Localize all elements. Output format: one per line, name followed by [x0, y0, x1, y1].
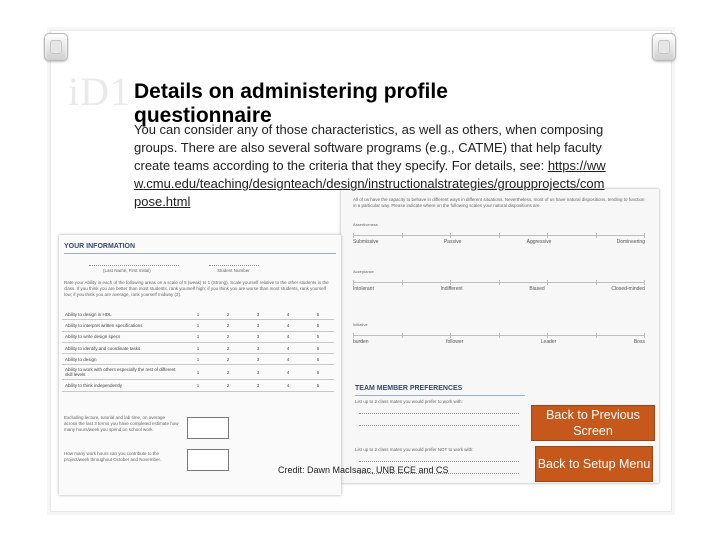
- scale-name: Acceptance: [353, 269, 374, 274]
- rating-cell[interactable]: 5: [316, 311, 320, 317]
- rating-cell[interactable]: 1: [196, 311, 200, 317]
- rating-cell[interactable]: 3: [256, 383, 260, 389]
- row-label: Ability to identify and coordinate tasks: [65, 345, 141, 351]
- scale-point: Submissive: [353, 239, 379, 245]
- acceptance-scale: [353, 269, 645, 292]
- rating-cell[interactable]: 2: [226, 345, 230, 351]
- rating-cell[interactable]: 3: [256, 356, 260, 362]
- scale-point: Domineering: [616, 239, 645, 245]
- rating-instructions: Rate your Ability in each of the following areas on a scale of 5 (weak) to 1 (Strong). Scale yourself relative to the other students in the class. If you think you are better than most students, rank yourself high; if you think you are worse than most students, rank yourself low; if you think you are average, rank yourself midway (3).: [64, 280, 329, 297]
- rating-cell[interactable]: 5: [316, 345, 320, 351]
- rating-cell[interactable]: 4: [286, 356, 290, 362]
- rating-cell[interactable]: 5: [316, 334, 320, 340]
- hours-prompt: Excluding lecture, tutorial and lab time, on average across the last 3 terms you have completed estimate how many hours/week you spend on school work.: [64, 415, 179, 432]
- rating-cell[interactable]: 5: [316, 383, 320, 389]
- rating-cell[interactable]: 4: [286, 345, 290, 351]
- scale-point: follower: [446, 339, 464, 345]
- table-row: [62, 320, 334, 331]
- prefer-prompt: List up to 2 class mates you would prefer to work with:: [355, 399, 463, 404]
- scale-point: Passive: [443, 239, 462, 245]
- ability-table: [62, 309, 334, 392]
- table-row: [62, 309, 334, 320]
- row-label: Ability to interpret written specifications: [65, 322, 143, 328]
- row-label: Ability to design: [65, 356, 97, 362]
- table-row: [62, 332, 334, 343]
- rating-cell[interactable]: 3: [256, 322, 260, 328]
- back-to-setup-menu-button[interactable]: Back to Setup Menu: [535, 446, 653, 482]
- rating-cell[interactable]: 2: [226, 383, 230, 389]
- project-hours-input-box[interactable]: [187, 449, 229, 471]
- rating-cell[interactable]: 1: [196, 356, 200, 362]
- scale-point: Indifferent: [440, 286, 463, 292]
- rating-cell[interactable]: 1: [196, 334, 200, 340]
- rating-cell[interactable]: 3: [256, 345, 260, 351]
- your-information-heading: YOUR INFORMATION: [64, 243, 136, 250]
- rating-cell[interactable]: 2: [226, 334, 230, 340]
- rating-cell[interactable]: 1: [196, 369, 200, 375]
- student-number-label: Student Number: [217, 268, 250, 273]
- preferences-heading: TEAM MEMBER PREFERENCES: [355, 385, 463, 392]
- cmu-compose-link[interactable]: https://www.cmu.edu/teaching/designteach/design/instructionalstrategies/groupprojects/compose.html: [134, 158, 606, 209]
- image-credit: Credit: Dawn MacIsaac, UNB ECE and CS: [278, 465, 449, 475]
- scale-name: Initiative: [353, 322, 368, 327]
- rating-cell[interactable]: 2: [226, 311, 230, 317]
- table-row: [62, 343, 334, 354]
- rating-cell[interactable]: 5: [316, 322, 320, 328]
- pin-right-icon: [652, 33, 676, 61]
- rating-cell[interactable]: 3: [256, 369, 260, 375]
- rating-cell[interactable]: 2: [226, 356, 230, 362]
- rating-cell[interactable]: 4: [286, 383, 290, 389]
- rating-cell[interactable]: 4: [286, 334, 290, 340]
- scale-point: Leader: [540, 339, 557, 345]
- rating-cell[interactable]: 4: [286, 322, 290, 328]
- hours-input-box[interactable]: [187, 417, 229, 439]
- table-row: [62, 380, 334, 391]
- rating-cell[interactable]: 1: [196, 345, 200, 351]
- initiative-scale: [353, 322, 645, 345]
- row-label: Ability to think independently: [65, 383, 123, 389]
- table-row: [62, 365, 334, 380]
- slide-body: [134, 121, 609, 211]
- row-label: Ability to work with others especially the rest of different skill levels: [65, 367, 176, 378]
- rating-cell[interactable]: 5: [316, 356, 320, 362]
- table-row: [62, 354, 334, 365]
- rating-cell[interactable]: 5: [316, 369, 320, 375]
- scale-point: Closed-minded: [611, 286, 645, 292]
- assertiveness-scale: [353, 222, 645, 245]
- scale-name: Assertiveness: [353, 222, 378, 227]
- rating-cell[interactable]: 1: [196, 322, 200, 328]
- project-hours-prompt: How many work hours can you contribute to the project/week throughout October and November.: [64, 451, 162, 462]
- scale-point: Biased: [529, 286, 545, 292]
- name-field-label: (Last Name, First Initial): [103, 268, 151, 273]
- slide-title: Details on administering profile questionnaire: [134, 80, 448, 127]
- row-label: Ability to write design specs: [65, 334, 121, 340]
- rating-cell[interactable]: 2: [226, 369, 230, 375]
- rating-cell[interactable]: 3: [256, 334, 260, 340]
- dispositions-intro: All of us have the capacity to behave in different ways in different situations. Nevertheless, most of us have natural dispositions, tending to function in a particular way. Please indicate where on the following scales your natural dispositions are.: [353, 197, 645, 208]
- rating-cell[interactable]: 3: [256, 311, 260, 317]
- row-label: Ability to design in HDL: [65, 311, 112, 317]
- not-prefer-prompt: List up to 2 class mates you would prefer NOT to work with:: [355, 447, 474, 452]
- pin-left-icon: [44, 33, 68, 61]
- body-text: You can consider any of those characteristics, as well as others, when composing groups. There are also several software programs (e.g., CATME) that help faculty create teams according to the criteria that they specify. For details, see:: [134, 122, 604, 173]
- questionnaire-page-1: [59, 235, 341, 495]
- scale-point: Aggressive: [526, 239, 552, 245]
- scale-point: Boss: [633, 339, 645, 345]
- scale-point: burden: [353, 339, 369, 345]
- rating-cell[interactable]: 4: [286, 369, 290, 375]
- scale-point: Intolerant: [353, 286, 374, 292]
- rating-cell[interactable]: 4: [286, 311, 290, 317]
- rating-cell[interactable]: 2: [226, 322, 230, 328]
- rating-cell[interactable]: 1: [196, 383, 200, 389]
- slide-number: iD1: [68, 69, 131, 114]
- back-to-previous-screen-button[interactable]: Back to Previous Screen: [531, 405, 655, 441]
